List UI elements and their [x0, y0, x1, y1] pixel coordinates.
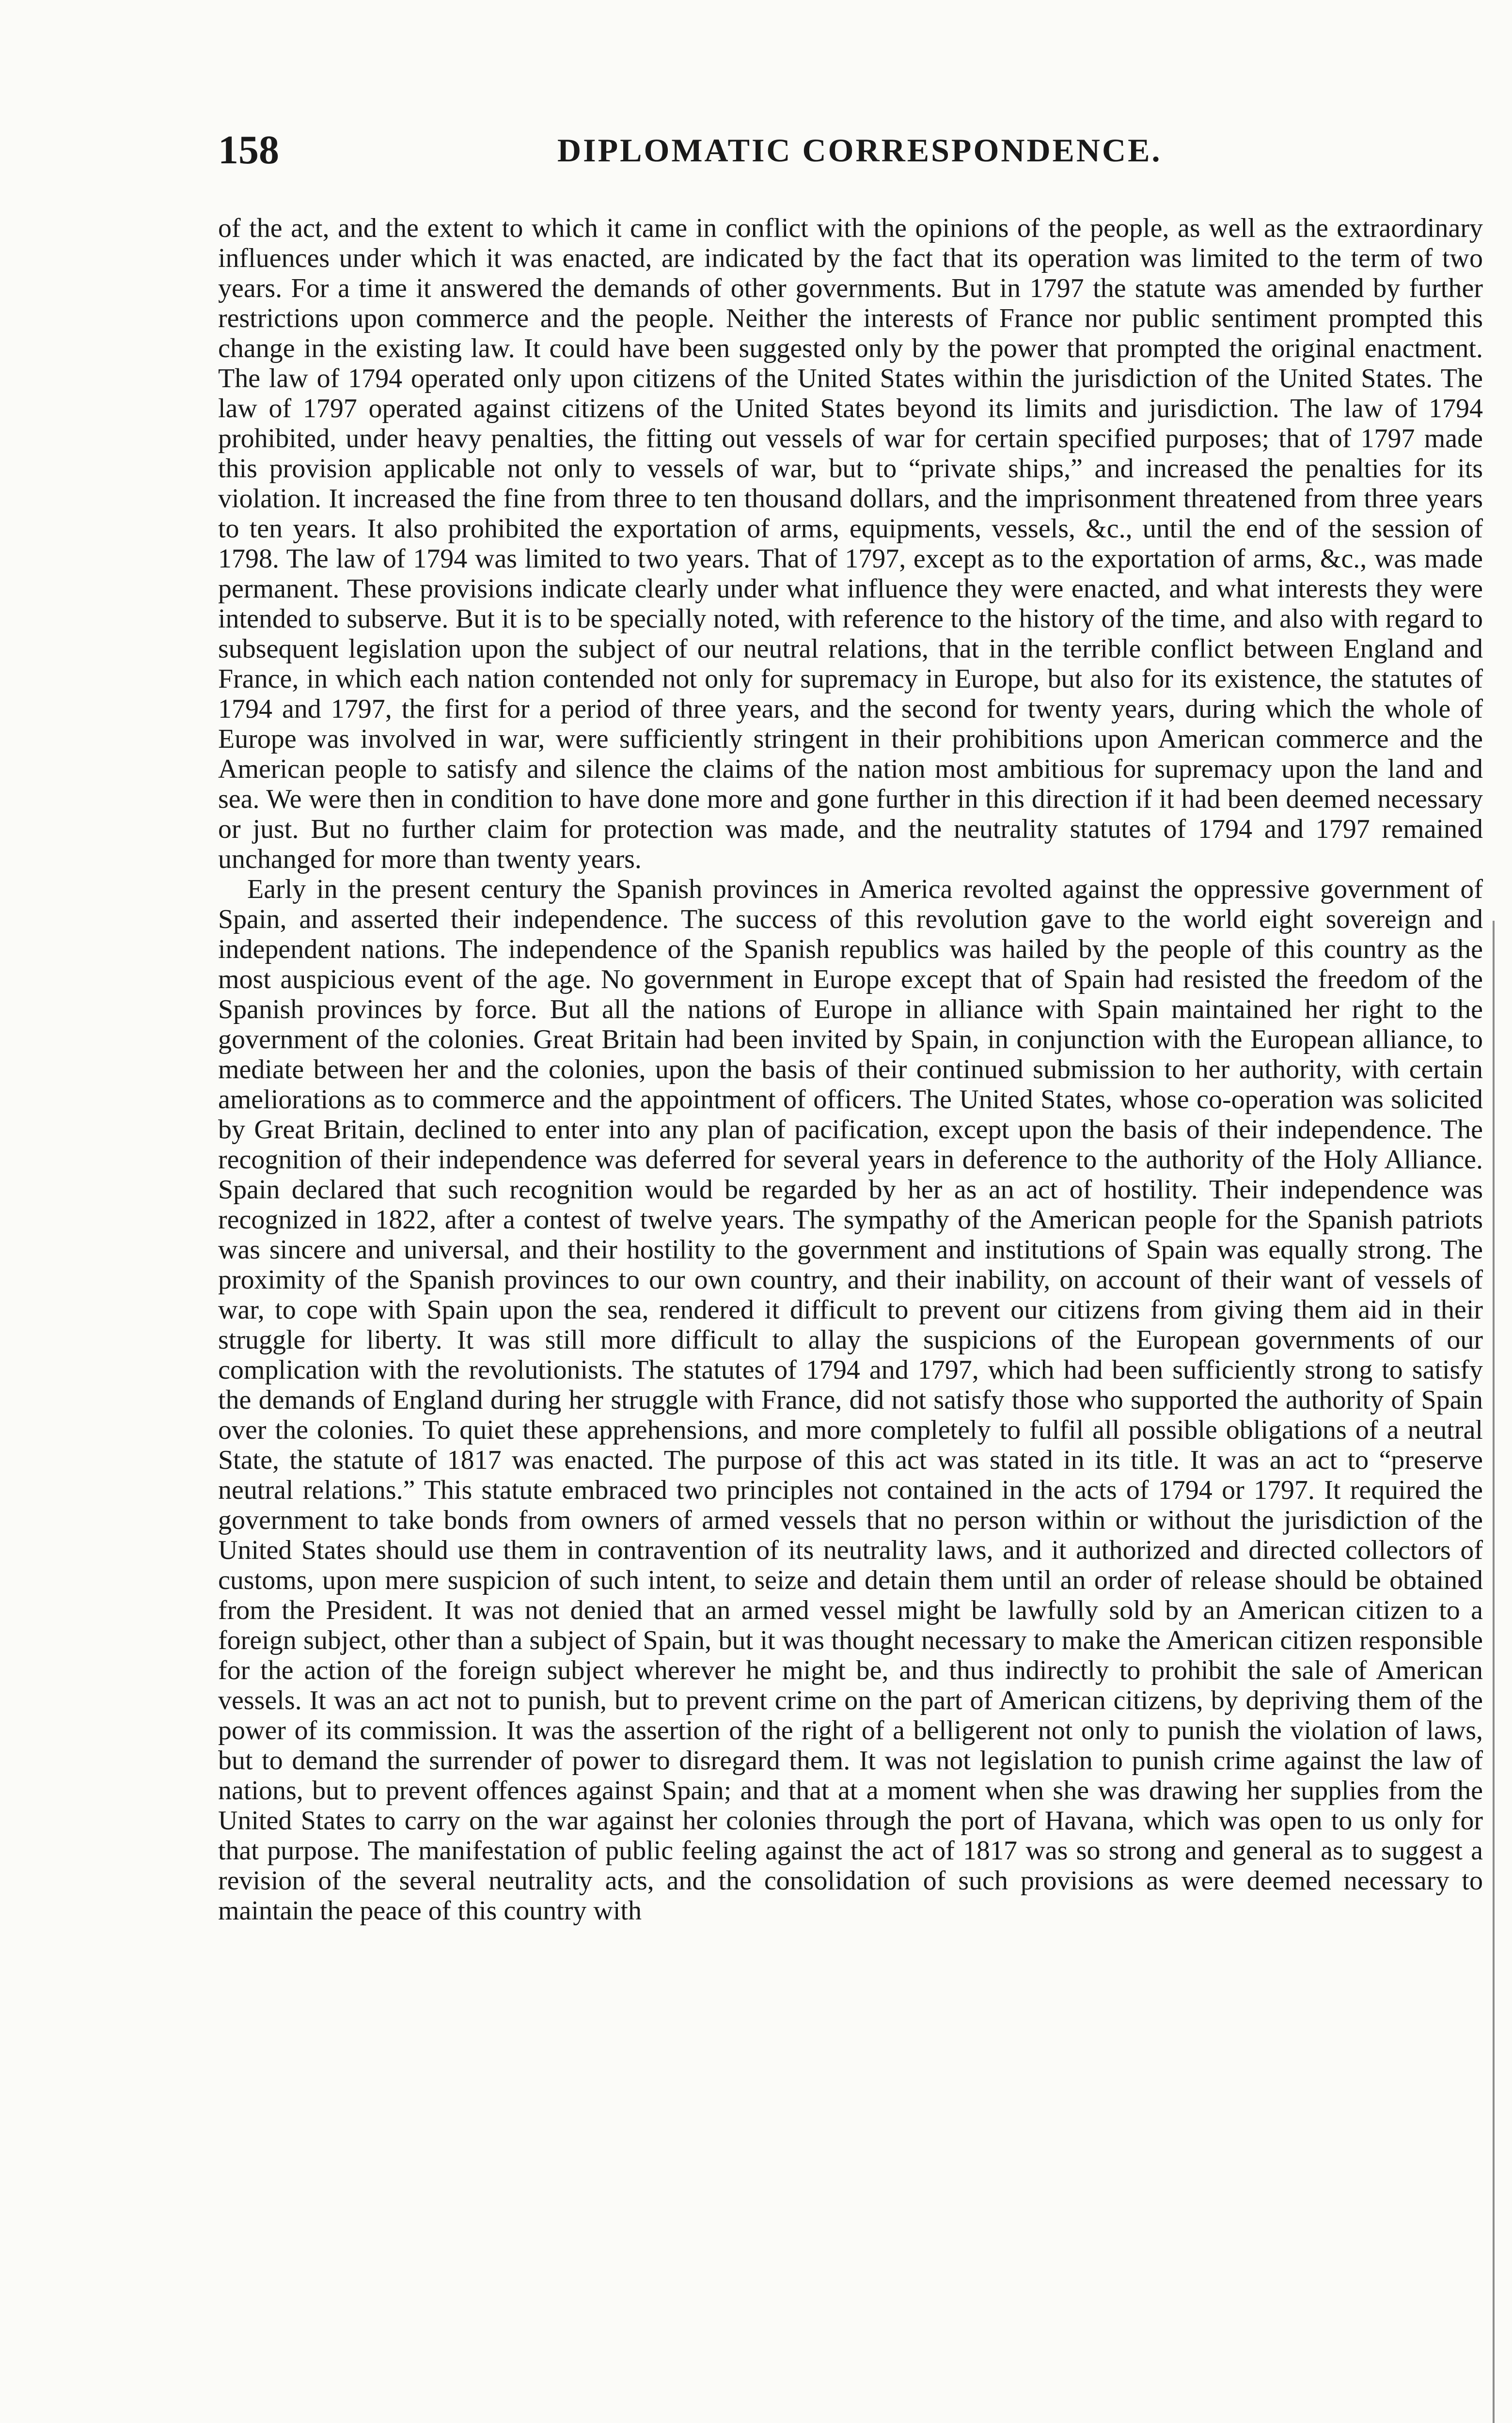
- paragraph-continuation: of the act, and the extent to which it came in conflict with the opinions of the people, as well as the extraordinary influences under which it was enacted, are indicated by the fact that its operation was limited to the term of two years. For a time it answered the demands of other governments. But in 1797 the statute was amended by further restrictions upon commerce and the people. Neither the interests of France nor public sentiment prompted this change in the existing law. It could have been suggested only by the power that prompted the original enactment. The law of 1794 operated only upon citizens of the United States within the jurisdiction of the United States. The law of 1797 operated against citizens of the United States beyond its limits and jurisdiction. The law of 1794 prohibited, under heavy penalties, the fitting out vessels of war for certain specified purposes; that of 1797 made this provision applicable not only to vessels of war, but to “private ships,” and increased the penalties for its violation. It increased the fine from three to ten thousand dollars, and the imprisonment threatened from three years to ten years. It also prohibited the exportation of arms, equipments, vessels, &c., until the end of the session of 1798. The law of 1794 was limited to two years. That of 1797, except as to the exportation of arms, &c., was made permanent. These provisions indicate clearly under what influence they were enacted, and what interests they were intended to subserve. But it is to be specially noted, with reference to the history of the time, and also with regard to subsequent legislation upon the subject of our neutral relations, that in the terrible conflict between England and France, in which each nation contended not only for supremacy in Europe, but also for its existence, the statutes of 1794 and 1797, the first for a period of three years, and the second for twenty years, during which the whole of Europe was involved in war, were sufficiently stringent in their prohibitions upon American commerce and the American people to satisfy and silence the claims of the nation most ambitious for supremacy upon the land and sea. We were then in condition to have done more and gone further in this direction if it had been deemed necessary or just. But no further claim for protection was made, and the neutrality statutes of 1794 and 1797 remained unchanged for more than twenty years.: [218, 213, 1483, 874]
- page-edge-rule: [1493, 921, 1495, 2423]
- paragraph-spanish-provinces: Early in the present century the Spanish provinces in America revolted against the oppressive government of Spain, and asserted their independence. The success of this revolution gave to the world eight sovereign and independent nations. The independence of the Spanish republics was hailed by the people of this country as the most auspicious event of the age. No government in Europe except that of Spain had resisted the freedom of the Spanish provinces by force. But all the nations of Europe in alliance with Spain maintained her right to the government of the colonies. Great Britain had been invited by Spain, in conjunction with the European alliance, to mediate between her and the colonies, upon the basis of their continued submission to her authority, with certain ameliorations as to commerce and the appointment of officers. The United States, whose co-operation was solicited by Great Britain, declined to enter into any plan of pacification, except upon the basis of their independence. The recognition of their independence was deferred for several years in deference to the authority of the Holy Alliance. Spain declared that such recognition would be regarded by her as an act of hostility. Their independence was recognized in 1822, after a contest of twelve years. The sympathy of the American people for the Spanish patriots was sincere and universal, and their hostility to the government and institutions of Spain was equally strong. The proximity of the Spanish provinces to our own country, and their inability, on account of their want of vessels of war, to cope with Spain upon the sea, rendered it difficult to prevent our citizens from giving them aid in their struggle for liberty. It was still more difficult to allay the suspicions of the European governments of our complication with the revolutionists. The statutes of 1794 and 1797, which had been sufficiently strong to satisfy the demands of England during her struggle with France, did not satisfy those who supported the authority of Spain over the colonies. To quiet these apprehensions, and more completely to fulfil all possible obligations of a neutral State, the statute of 1817 was enacted. The purpose of this act was stated in its title. It was an act to “preserve neutral relations.” This statute embraced two principles not contained in the acts of 1794 or 1797. It required the government to take bonds from owners of armed vessels that no person within or without the jurisdiction of the United States should use them in contravention of its neutrality laws, and it authorized and directed collectors of customs, upon mere suspicion of such intent, to seize and detain them until an order of release should be obtained from the President. It was not denied that an armed vessel might be lawfully sold by an American citizen to a foreign subject, other than a subject of Spain, but it was thought necessary to make the American citizen responsible for the action of the foreign subject wherever he might be, and thus indirectly to prohibit the sale of American vessels. It was an act not to punish, but to prevent crime on the part of American citizens, by depriving them of the power of its commission. It was the assertion of the right of a belligerent not only to punish the violation of laws, but to demand the surrender of power to disregard them. It was not legislation to punish crime against the law of nations, but to prevent offences against Spain; and that at a moment when she was drawing her supplies from the United States to carry on the war against her colonies through the port of Havana, which was open to us only for that purpose. The manifestation of public feeling against the act of 1817 was so strong and general as to suggest a revision of the several neutrality acts, and the consolidation of such provisions as were deemed necessary to maintain the peace of this country with: [218, 874, 1483, 1926]
- page-number: 158: [218, 127, 279, 173]
- running-head: DIPLOMATIC CORRESPONDENCE.: [557, 132, 1162, 169]
- body-text: [218, 213, 1483, 2423]
- page-header: [218, 121, 1478, 179]
